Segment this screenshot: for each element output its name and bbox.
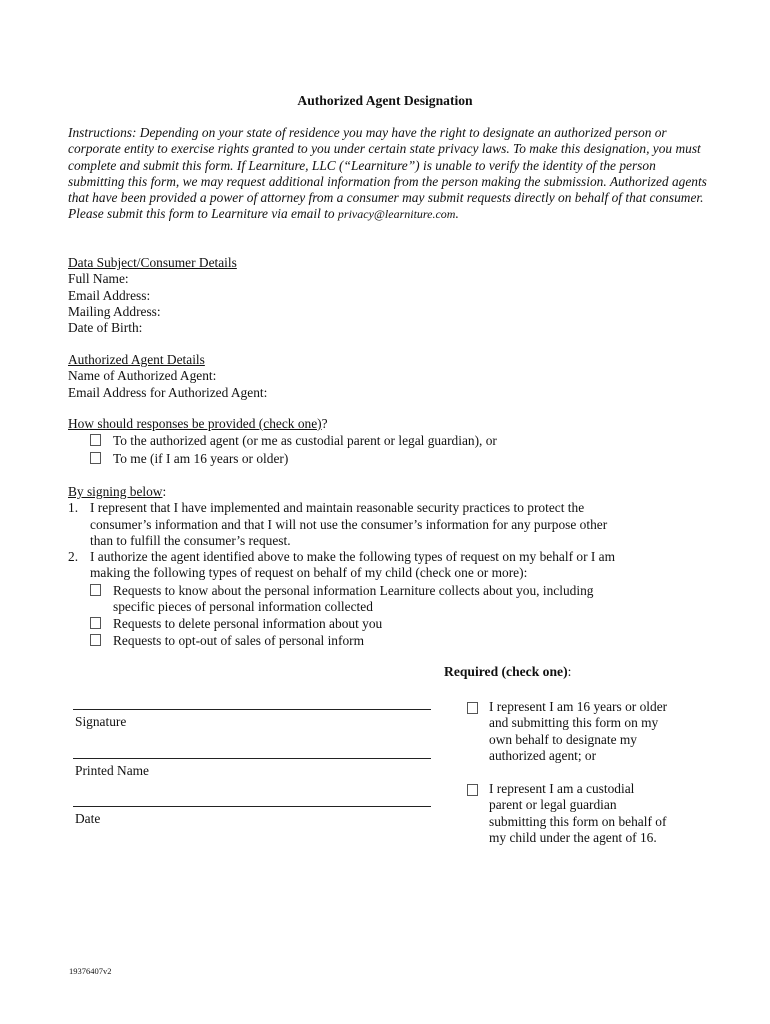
request-option-label: Requests to know about the personal information Learniture collects about you, including [113,582,594,598]
checkbox[interactable] [467,784,478,796]
checkbox[interactable] [90,452,101,464]
checkbox[interactable] [467,702,478,714]
data-subject-heading: Data Subject/Consumer Details [68,255,237,270]
item-number: 2. [68,549,79,565]
request-option-label-continued: specific pieces of personal information collected [113,598,373,614]
item-text-continued: consumer’s information and that I will not use the consumer’s information for any purpose other [90,516,608,532]
required-option-line: parent or legal guardian [489,797,617,813]
request-option-label: Requests to opt-out of sales of personal inform [113,633,365,649]
response-option-agent[interactable] [68,432,708,450]
required-option-self[interactable] [467,699,707,764]
required-heading-suffix: : [567,664,572,679]
checkbox[interactable] [90,584,101,596]
signing-section [68,484,708,649]
required-option-line: authorized agent; or [489,747,597,763]
item-number: 1. [68,500,79,516]
item-text: I represent that I have implemented and maintain reasonable security practices to protect the [90,500,585,516]
signing-heading-suffix: : [162,484,167,499]
response-option-label: To me (if I am 16 years or older) [113,451,289,467]
data-subject-section [68,255,708,336]
agent-heading: Authorized Agent Details [68,352,205,367]
required-option-line: and submitting this form on my [489,715,659,731]
date-line[interactable] [73,796,431,807]
signing-item-1 [68,500,708,516]
request-option-label: Requests to delete personal information about you [113,616,383,632]
document-id-footer: 19376407v2 [69,966,112,976]
request-option-delete[interactable] [68,615,708,632]
checkbox[interactable] [90,634,101,646]
page-title: Authorized Agent Designation [297,93,473,108]
response-option-me[interactable] [68,450,708,468]
instructions-end: . [455,206,459,222]
responses-heading-row [68,416,708,432]
full-name-label: Full Name: [68,271,129,287]
signing-item-2 [68,549,708,565]
instructions-paragraph [68,125,708,223]
printed-name-label: Printed Name [75,763,150,778]
required-option-line: own behalf to designate my [489,731,638,747]
privacy-email: privacy@learniture.com [337,207,456,222]
required-option-line: I represent I am a custodial [489,781,635,796]
printed-name-line[interactable] [73,748,431,759]
item-text-continued: than to fulfill the consumer’s request. [90,532,291,548]
request-option-opt-out[interactable] [68,632,708,649]
required-option-line: I represent I am 16 years or older [489,699,668,714]
responses-heading-suffix: ? [321,416,328,431]
agent-email-label: Email Address for Authorized Agent: [68,384,268,400]
required-option-line: my child under the agent of 16. [489,829,657,845]
email-address-label: Email Address: [68,287,151,303]
item-text: I authorize the agent identified above to make the following types of request on my behalf or I am [90,549,616,565]
required-option-line: submitting this form on behalf of [489,813,667,829]
request-option-know[interactable] [68,582,708,599]
agent-section [68,352,708,401]
signature-label: Signature [75,714,127,729]
signing-heading: By signing below [68,484,163,499]
signing-heading-row [68,484,708,500]
date-of-birth-label: Date of Birth: [68,320,143,336]
item-text-continued: making the following types of request on behalf of my child (check one or more): [90,565,528,581]
signature-line[interactable] [73,699,431,710]
agent-name-label: Name of Authorized Agent: [68,368,217,384]
checkbox[interactable] [90,617,101,629]
instructions-text: Instructions: Depending on your state of residence you may have the right to designate an authorized person or corporate entity to exercise rights granted to you under certain state privacy laws. To make this designation, you must complete and submit this form. If Learniture, LLC (“Learniture”) is unable to verify the identity of the person submitting this form, we may request additional information from the person making the submission. Authorized agents that have been provided a power of attorney from a consumer may submit requests directly on behalf of that consumer. Please submit this form to Learniture via email to [68,125,707,222]
required-heading: Required (check one) [444,664,568,679]
responses-heading: How should responses be provided (check one) [68,416,322,431]
responses-section [68,416,708,468]
response-option-label: To the authorized agent (or me as custodial parent or legal guardian), or [113,433,497,449]
date-label: Date [75,811,101,826]
mailing-address-label: Mailing Address: [68,303,161,319]
checkbox[interactable] [90,434,101,446]
required-heading-row [444,664,571,680]
required-option-guardian[interactable] [467,781,707,846]
